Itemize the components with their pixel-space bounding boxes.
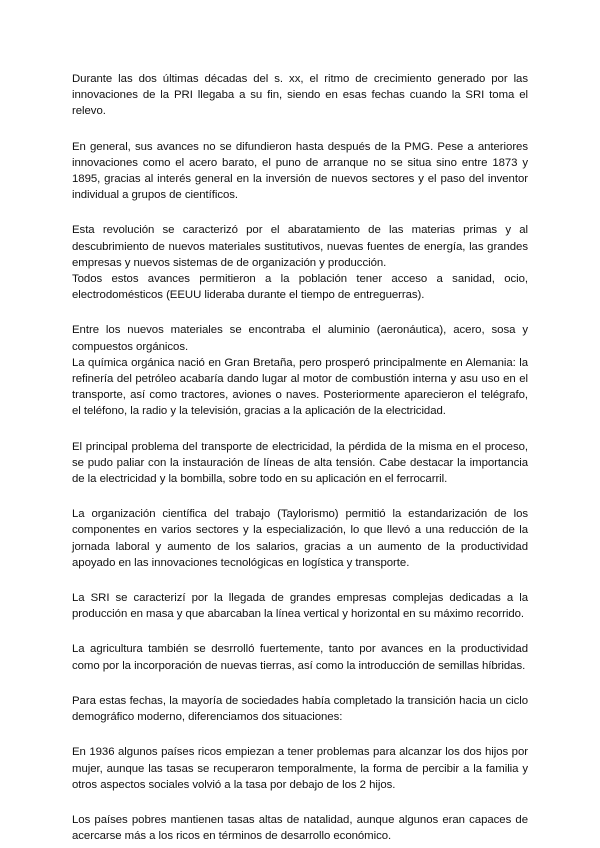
paragraph-text: Para estas fechas, la mayoría de sociedades había completado la transición hacia un ciclo demográfico moderno, diferenciamos dos situaciones: (72, 694, 528, 724)
paragraph-text: La organización científica del trabajo (Taylorismo) permitió la estandarización de los componentes en varios sectores y la especialización, lo que llevó a una reducción de la jornada laboral y aumento de los salarios, gracias a un aumento de la productividad apoyado en las innovaciones tecnológicas en logística y transporte. (72, 508, 528, 569)
paragraph-paises-ricos (72, 744, 528, 793)
paragraph-gap (72, 487, 528, 506)
paragraph-sri-intro (72, 71, 528, 120)
document-page (72, 71, 528, 844)
paragraph-paises-pobres (72, 812, 528, 844)
paragraph-demografia (72, 693, 528, 725)
paragraph-difusion (72, 139, 528, 204)
paragraph-materiales (72, 322, 528, 419)
paragraph-agricultura (72, 641, 528, 673)
paragraph-electricidad (72, 439, 528, 488)
paragraph-gap (72, 674, 528, 693)
paragraph-gap (72, 725, 528, 744)
paragraph-gap (72, 571, 528, 590)
paragraph-taylorismo (72, 506, 528, 571)
paragraph-text: Todos estos avances permitieron a la población tener acceso a sanidad, ocio, electrodomésticos (EEUU lideraba durante el tiempo de entreguerras). (72, 273, 528, 302)
paragraph-gap (72, 622, 528, 641)
paragraph-text: La química orgánica nació en Gran Bretaña, pero prosperó principalmente en Alemania: la refinería del petróleo acabaría dando lugar al motor de combustión interna y asu uso en el transporte, así como tractores, aviones o naves. Posteriormente aparecieron el telégrafo, el teléfono, la radio y la televisión, gracias a la aplicación de la electricidad. (72, 356, 528, 418)
paragraph-text: La SRI se caracterizí por la llegada de grandes empresas complejas dedicadas a la producción en masa y que abarcaban la línea vertical y horizontal en su máximo recorrido. (72, 592, 528, 621)
paragraph-text: Durante las dos últimas décadas del s. xx, el ritmo de crecimiento generado por las innovaciones de la PRI llegaba a su fin, siendo en esas fechas cuando la SRI toma el relevo. (72, 73, 528, 118)
paragraph-gap (72, 303, 528, 322)
paragraph-text: El principal problema del transporte de electricidad, la pérdida de la misma en el proceso, se pudo paliar con la instauración de líneas de alta tensión. Cabe destacar la importancia de la electricidad y la bombilla, sobre todo en su aplicación en el ferrocarril. (72, 440, 528, 486)
paragraph-text: La agricultura también se desrrolló fuertemente, tanto por avances en la productividad como por la incorporación de nuevas tierras, así como la introducción de semillas híbridas. (72, 643, 528, 672)
paragraph-gap (72, 420, 528, 439)
paragraph-empresas (72, 590, 528, 622)
paragraph-text: En 1936 algunos países ricos empiezan a tener problemas para alcanzar los dos hijos por mujer, aunque las tasas se recuperaron temporalmente, la forma de percibir a la familia y otros aspectos sociales volvió a la tasa por debajo de los 2 hijos. (72, 746, 528, 791)
paragraph-text: Los países pobres mantienen tasas altas de natalidad, aunque algunos eran capaces de acercarse más a los ricos en términos de desarrollo económico. (72, 813, 528, 843)
paragraph-caracteristicas (72, 222, 528, 303)
paragraph-gap (72, 120, 528, 139)
paragraph-text: En general, sus avances no se difundieron hasta después de la PMG. Pese a anteriores innovaciones como el acero barato, el puno de arranque no se situa sino entre 1873 y 1895, gracias al interés general en la inversión de nuevos sectores y el paso del inventor individual a grupos de científicos. (72, 140, 528, 202)
paragraph-text: Esta revolución se caracterizó por el abaratamiento de las materias primas y al descubrimiento de nuevos materiales sustitutivos, nuevas fuentes de energía, las grandes empresas y nuevos sistemas de de organización y producción. (72, 224, 528, 269)
paragraph-gap (72, 793, 528, 812)
paragraph-text: Entre los nuevos materiales se encontraba el aluminio (aeronáutica), acero, sosa y compuestos orgánicos. (72, 324, 528, 353)
paragraph-gap (72, 203, 528, 222)
